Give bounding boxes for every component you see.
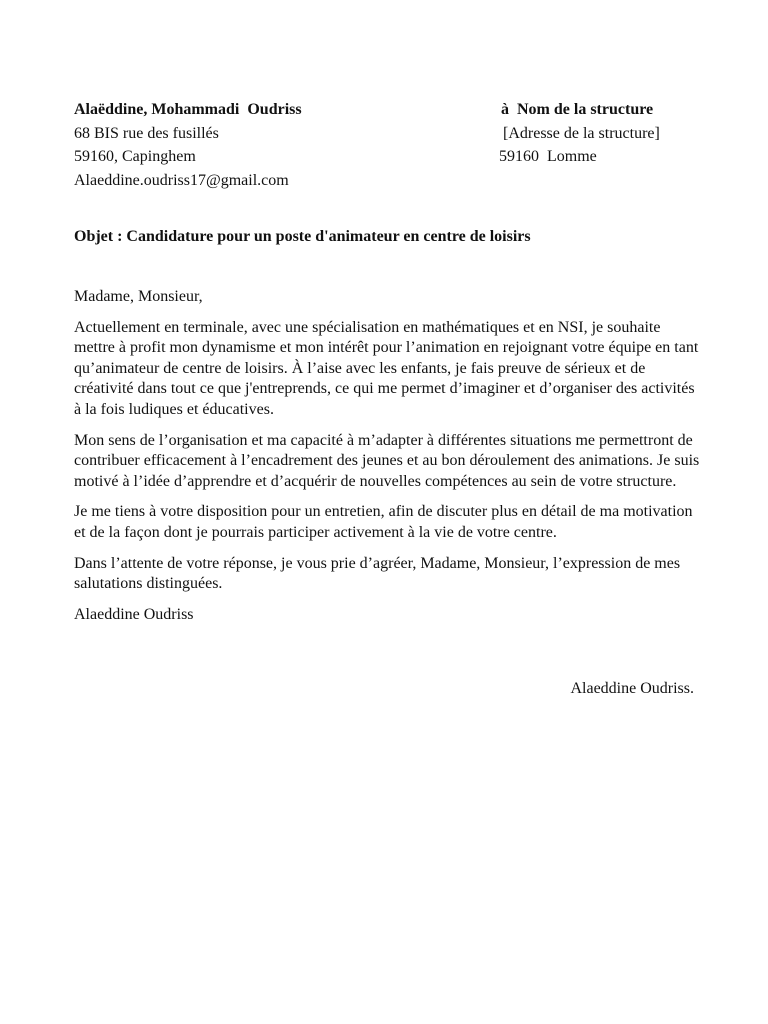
paragraph-4: Dans l’attente de votre réponse, je vous prie d’agréer, Madame, Monsieur, l’expression de mes salutations distinguées. xyxy=(74,554,681,593)
sender-name: Alaëddine, Mohammadi Oudriss xyxy=(74,101,302,118)
recipient-name: à Nom de la structure xyxy=(501,101,654,118)
closing-name: Alaeddine Oudriss xyxy=(74,605,194,623)
sender-email: Alaeddine.oudriss17@gmail.com xyxy=(74,171,289,189)
sender-city: 59160, Capinghem xyxy=(74,148,196,165)
recipient-city: 59160 Lomme xyxy=(499,148,597,165)
sender-block xyxy=(74,98,302,192)
paragraph-3: Je me tiens à votre disposition pour un entretien, afin de discuter plus en détail de ma motivation et de la façon dont je pourrais participer activement à la vie de votre centre. xyxy=(74,503,693,541)
recipient-block xyxy=(498,98,660,169)
salutation: Madame, Monsieur, xyxy=(74,288,203,305)
recipient-address: [Adresse de la structure] xyxy=(503,124,660,142)
signature: Alaeddine Oudriss. xyxy=(570,680,694,697)
letter-body xyxy=(74,287,702,635)
letter-object: Objet : Candidature pour un poste d'animateur en centre de loisirs xyxy=(74,228,531,245)
paragraph-1: Actuellement en terminale, avec une spécialisation en mathématiques et en NSI, je souhaite mettre à profit mon dynamisme et mon intérêt pour l’animation en rejoignant votre équipe en tant qu’animateur de centre de loisirs. À l’aise avec les enfants, je fais preuve de sérieux et de créativité dans tout ce que j'entreprends, ce qui me permet d’imaginer et d’organiser des activités à la fois ludiques et éducatives. xyxy=(74,318,699,418)
sender-street: 68 BIS rue des fusillés xyxy=(74,124,219,142)
paragraph-2: Mon sens de l’organisation et ma capacité à m’adapter à différentes situations me permettront de contribuer efficacement à l’encadrement des jeunes et au bon déroulement des animations. Je suis motivé à l’idée d’apprendre et d’acquérir de nouvelles compétences au sein de votre structure. xyxy=(74,431,700,490)
